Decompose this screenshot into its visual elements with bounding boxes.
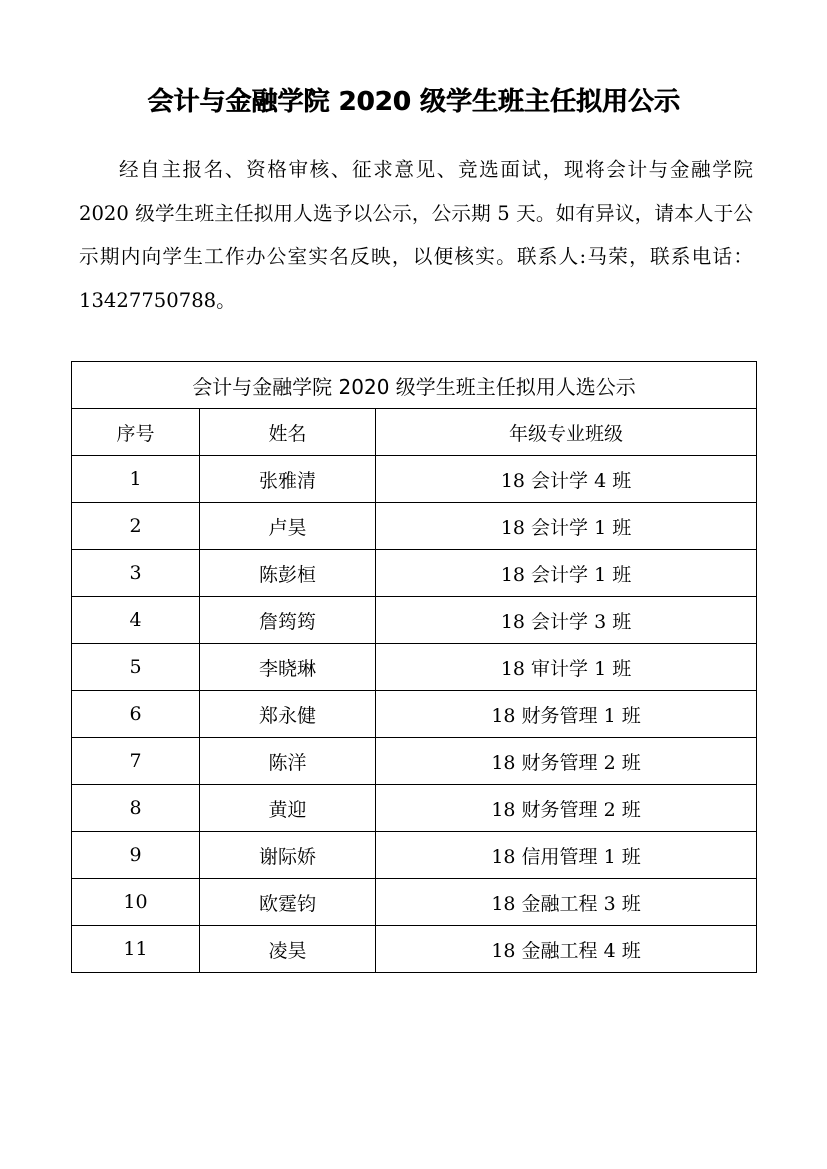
cell-grade-major-class: 18 信用管理 1 班 [376, 832, 757, 879]
cell-grade-major-class: 18 会计学 1 班 [376, 503, 757, 550]
table-row [72, 879, 757, 926]
table-row [72, 832, 757, 879]
cell-serial-number: 4 [72, 597, 200, 644]
table-row [72, 738, 757, 785]
document-title: 会计与金融学院 2020 级学生班主任拟用公示 [147, 87, 680, 117]
cell-serial-number: 1 [72, 456, 200, 503]
cell-name: 谢际娇 [200, 832, 376, 879]
cell-name: 陈洋 [200, 738, 376, 785]
table-row [72, 785, 757, 832]
cell-serial-number: 8 [72, 785, 200, 832]
cell-grade-major-class: 18 金融工程 3 班 [376, 879, 757, 926]
intro-paragraph: 经自主报名、资格审核、征求意见、竞选面试，现将会计与金融学院 2020 级学生班主任拟用人选予以公示，公示期 5 天。如有异议，请本人于公示期内向学生工作办公室实名反映，以便核实。联系人:马荣，联系电话：13427750788。 [79, 158, 753, 312]
cell-serial-number: 2 [72, 503, 200, 550]
cell-serial-number: 11 [72, 926, 200, 973]
table-caption-row [72, 362, 757, 409]
header-grade-major-class: 年级专业班级 [376, 409, 757, 456]
cell-grade-major-class: 18 财务管理 1 班 [376, 691, 757, 738]
cell-serial-number: 6 [72, 691, 200, 738]
cell-name: 郑永健 [200, 691, 376, 738]
cell-serial-number: 5 [72, 644, 200, 691]
table-row [72, 644, 757, 691]
cell-grade-major-class: 18 会计学 3 班 [376, 597, 757, 644]
table-row [72, 597, 757, 644]
header-serial-number: 序号 [72, 409, 200, 456]
cell-name: 凌昊 [200, 926, 376, 973]
cell-serial-number: 10 [72, 879, 200, 926]
table-row [72, 550, 757, 597]
header-name: 姓名 [200, 409, 376, 456]
cell-grade-major-class: 18 财务管理 2 班 [376, 738, 757, 785]
table-row [72, 456, 757, 503]
cell-grade-major-class: 18 会计学 4 班 [376, 456, 757, 503]
candidate-table [71, 361, 757, 973]
table-caption: 会计与金融学院 2020 级学生班主任拟用人选公示 [72, 362, 757, 409]
cell-name: 欧霆钧 [200, 879, 376, 926]
table-row [72, 691, 757, 738]
cell-name: 张雅清 [200, 456, 376, 503]
cell-grade-major-class: 18 金融工程 4 班 [376, 926, 757, 973]
cell-grade-major-class: 18 会计学 1 班 [376, 550, 757, 597]
cell-name: 黄迎 [200, 785, 376, 832]
cell-grade-major-class: 18 财务管理 2 班 [376, 785, 757, 832]
cell-serial-number: 3 [72, 550, 200, 597]
cell-grade-major-class: 18 审计学 1 班 [376, 644, 757, 691]
table-row [72, 926, 757, 973]
cell-name: 卢昊 [200, 503, 376, 550]
table-row [72, 503, 757, 550]
cell-name: 陈彭桓 [200, 550, 376, 597]
cell-serial-number: 7 [72, 738, 200, 785]
cell-serial-number: 9 [72, 832, 200, 879]
cell-name: 詹筠筠 [200, 597, 376, 644]
table-header-row [72, 409, 757, 456]
cell-name: 李晓琳 [200, 644, 376, 691]
